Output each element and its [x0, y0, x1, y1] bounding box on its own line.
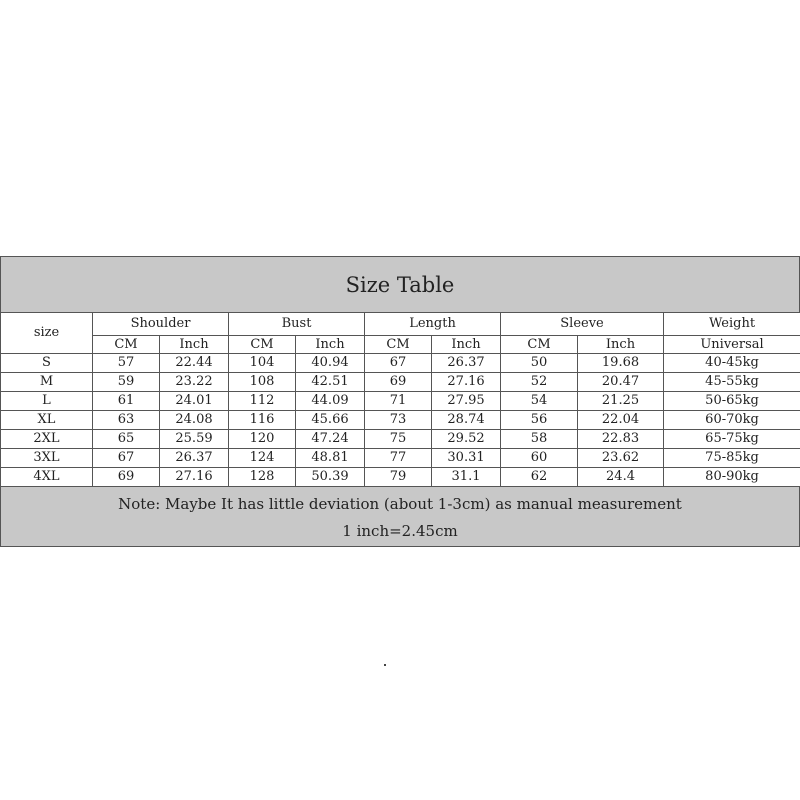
size-header: size: [1, 313, 93, 354]
table-cell: 22.44: [160, 354, 229, 373]
size-cell: XL: [1, 411, 93, 430]
size-cell: L: [1, 392, 93, 411]
table-cell: 50-65kg: [664, 392, 800, 411]
size-table-container: [0, 256, 800, 547]
table-cell: 42.51: [296, 373, 365, 392]
table-cell: 104: [229, 354, 296, 373]
unit-header: Universal: [664, 336, 800, 354]
note-text: Note: Maybe It has little deviation (about 1-3cm) as manual measurement: [118, 495, 682, 513]
header-row-units: [1, 336, 800, 354]
table-cell: 63: [93, 411, 160, 430]
sleeve-header: Sleeve: [501, 313, 664, 336]
table-cell: 21.25: [578, 392, 664, 411]
weight-header: Weight: [664, 313, 800, 336]
table-cell: 26.37: [432, 354, 501, 373]
table-cell: 58: [501, 430, 578, 449]
table-cell: 69: [365, 373, 432, 392]
table-row: [1, 449, 800, 468]
table-cell: 23.62: [578, 449, 664, 468]
table-row: [1, 411, 800, 430]
table-cell: 23.22: [160, 373, 229, 392]
table-cell: 77: [365, 449, 432, 468]
unit-header: CM: [229, 336, 296, 354]
table-cell: 60-70kg: [664, 411, 800, 430]
table-row: [1, 392, 800, 411]
table-cell: 52: [501, 373, 578, 392]
size-cell: 2XL: [1, 430, 93, 449]
table-cell: 62: [501, 468, 578, 487]
length-header: Length: [365, 313, 501, 336]
table-cell: 116: [229, 411, 296, 430]
table-cell: 30.31: [432, 449, 501, 468]
unit-header: CM: [93, 336, 160, 354]
table-cell: 61: [93, 392, 160, 411]
table-cell: 22.04: [578, 411, 664, 430]
table-cell: 27.16: [160, 468, 229, 487]
unit-header: Inch: [578, 336, 664, 354]
table-cell: 71: [365, 392, 432, 411]
table-cell: 65: [93, 430, 160, 449]
table-cell: 75: [365, 430, 432, 449]
table-cell: 69: [93, 468, 160, 487]
size-cell: 4XL: [1, 468, 93, 487]
table-cell: 44.09: [296, 392, 365, 411]
table-row: [1, 354, 800, 373]
table-cell: 27.16: [432, 373, 501, 392]
table-cell: 75-85kg: [664, 449, 800, 468]
header-row-groups: [1, 313, 800, 336]
table-cell: 112: [229, 392, 296, 411]
table-cell: 73: [365, 411, 432, 430]
table-row: [1, 430, 800, 449]
table-cell: 54: [501, 392, 578, 411]
table-cell: 128: [229, 468, 296, 487]
unit-header: Inch: [160, 336, 229, 354]
table-cell: 40-45kg: [664, 354, 800, 373]
table-cell: 31.1: [432, 468, 501, 487]
table-cell: 79: [365, 468, 432, 487]
table-cell: 29.52: [432, 430, 501, 449]
table-cell: 56: [501, 411, 578, 430]
note-section: [0, 487, 800, 547]
unit-header: CM: [365, 336, 432, 354]
table-cell: 20.47: [578, 373, 664, 392]
size-cell: S: [1, 354, 93, 373]
table-cell: 65-75kg: [664, 430, 800, 449]
size-cell: 3XL: [1, 449, 93, 468]
unit-header: Inch: [432, 336, 501, 354]
size-table-title: Size Table: [0, 256, 800, 312]
table-cell: 50.39: [296, 468, 365, 487]
table-cell: 22.83: [578, 430, 664, 449]
table-cell: 40.94: [296, 354, 365, 373]
table-cell: 45-55kg: [664, 373, 800, 392]
table-cell: 59: [93, 373, 160, 392]
table-cell: 108: [229, 373, 296, 392]
table-cell: 27.95: [432, 392, 501, 411]
conversion-note: 1 inch=2.45cm: [342, 522, 458, 540]
table-cell: 120: [229, 430, 296, 449]
size-table: [0, 312, 800, 487]
table-cell: 80-90kg: [664, 468, 800, 487]
table-cell: 25.59: [160, 430, 229, 449]
table-cell: 57: [93, 354, 160, 373]
table-cell: 50: [501, 354, 578, 373]
unit-header: CM: [501, 336, 578, 354]
shoulder-header: Shoulder: [93, 313, 229, 336]
table-cell: 60: [501, 449, 578, 468]
table-cell: 47.24: [296, 430, 365, 449]
bust-header: Bust: [229, 313, 365, 336]
table-cell: 48.81: [296, 449, 365, 468]
table-cell: 67: [93, 449, 160, 468]
table-cell: 67: [365, 354, 432, 373]
table-cell: 19.68: [578, 354, 664, 373]
size-cell: M: [1, 373, 93, 392]
table-cell: 124: [229, 449, 296, 468]
table-cell: 26.37: [160, 449, 229, 468]
table-row: [1, 468, 800, 487]
table-row: [1, 373, 800, 392]
table-cell: 24.08: [160, 411, 229, 430]
table-cell: 45.66: [296, 411, 365, 430]
table-body: [1, 354, 800, 487]
table-cell: 28.74: [432, 411, 501, 430]
table-cell: 24.4: [578, 468, 664, 487]
table-cell: 24.01: [160, 392, 229, 411]
unit-header: Inch: [296, 336, 365, 354]
stray-dot: [384, 664, 386, 666]
